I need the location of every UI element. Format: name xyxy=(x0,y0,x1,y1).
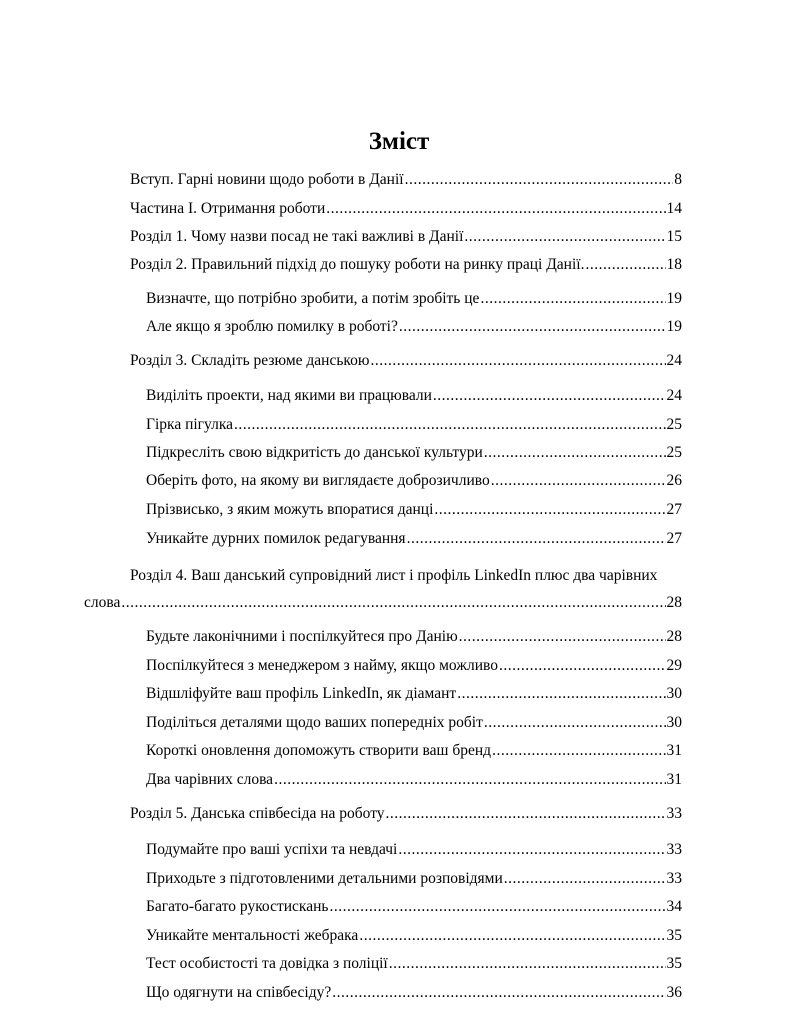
dot-leader xyxy=(459,627,666,647)
toc-entry-label: слова xyxy=(84,594,121,611)
toc-entry-label: Короткі оновлення допоможуть створити ваш бренд xyxy=(146,742,492,759)
toc-subentry[interactable] xyxy=(146,770,682,790)
toc-page-number: 35 xyxy=(666,927,682,944)
toc-subentry[interactable] xyxy=(146,415,682,435)
toc-page-number: 14 xyxy=(666,200,682,217)
toc-subentry[interactable] xyxy=(146,926,682,946)
toc-page-number: 30 xyxy=(666,714,682,731)
toc-entry-label: Прізвисько, з яким можуть впоратися данці xyxy=(146,501,434,518)
dot-leader xyxy=(491,471,666,491)
toc-entry-first-line[interactable]: Розділ 4. Ваш данський супровідний лист і профіль LinkedIn плюс два чарівних xyxy=(130,567,658,584)
toc-entry-label: Уникайте ментальності жебрака xyxy=(146,927,359,944)
toc-page-number: 31 xyxy=(666,742,682,759)
dot-leader xyxy=(405,170,674,190)
dot-leader xyxy=(329,897,665,917)
dot-leader xyxy=(234,415,665,435)
dot-leader xyxy=(359,926,665,946)
toc-entry-label: Поспілкуйтеся з менеджером з найму, якщо можливо xyxy=(146,657,498,674)
toc-page-number: 26 xyxy=(666,472,682,489)
toc-page-number: 36 xyxy=(666,984,682,1001)
dot-leader xyxy=(332,983,665,1003)
toc-entry-label: Розділ 2. Правильний підхід до пошуку роботи на ринку праці Данії. xyxy=(130,256,585,273)
toc-subentry[interactable] xyxy=(146,289,682,309)
toc-page-number: 27 xyxy=(666,501,682,518)
dot-leader xyxy=(121,593,665,613)
dot-leader xyxy=(484,443,666,463)
dot-leader xyxy=(398,840,665,860)
toc-page-number: 29 xyxy=(666,657,682,674)
toc-subentry[interactable] xyxy=(146,500,682,520)
toc-entry[interactable] xyxy=(130,170,682,190)
toc-entry[interactable] xyxy=(130,255,682,275)
toc-entry-label: Підкресліть свою відкритість до данської культури xyxy=(146,444,483,461)
toc-subentry[interactable] xyxy=(146,869,682,889)
toc-page-number: 33 xyxy=(666,805,682,822)
toc-page-number: 18 xyxy=(666,256,682,273)
toc-entry[interactable] xyxy=(84,593,682,613)
toc-subentry[interactable] xyxy=(146,840,682,860)
dot-leader xyxy=(274,770,665,790)
toc-page-number: 25 xyxy=(666,444,682,461)
toc-subentry[interactable] xyxy=(146,471,682,491)
toc-entry-label: Гірка пігулка xyxy=(146,416,234,433)
dot-leader xyxy=(386,804,666,824)
toc-page-number: 19 xyxy=(666,290,682,307)
toc-subentry[interactable] xyxy=(146,627,682,647)
toc-entry-label: Частина І. Отримання роботи xyxy=(130,200,326,217)
toc-page-number: 28 xyxy=(666,628,682,645)
toc-page-number: 28 xyxy=(666,594,682,611)
toc-entry-label: Поділіться деталями щодо ваших попередніх робіт xyxy=(146,714,483,731)
toc-subentry[interactable] xyxy=(146,684,682,704)
toc-page-number: 33 xyxy=(666,870,682,887)
toc-subentry[interactable] xyxy=(146,897,682,917)
toc-entry-label: Виділіть проекти, над якими ви працювали xyxy=(146,387,432,404)
dot-leader xyxy=(399,317,666,337)
dot-leader xyxy=(464,227,665,247)
dot-leader xyxy=(504,869,666,889)
toc-page-number: 8 xyxy=(674,171,682,188)
dot-leader xyxy=(492,741,665,761)
toc-page-number: 30 xyxy=(666,685,682,702)
dot-leader xyxy=(433,386,666,406)
toc-entry-label: Розділ 1. Чому назви посад не такі важливі в Данії xyxy=(130,228,464,245)
page-title: Зміст xyxy=(368,127,430,155)
toc-entry-label: Відшліфуйте ваш профіль LinkedIn, як діамант xyxy=(146,685,457,702)
toc-subentry[interactable] xyxy=(146,656,682,676)
dot-leader xyxy=(480,289,665,309)
toc-entry-label: Визначте, що потрібно зробити, а потім зробіть це xyxy=(146,290,480,307)
toc-page-number: 33 xyxy=(666,841,682,858)
toc-entry-label: Будьте лаконічними і поспілкуйтеся про Данію xyxy=(146,628,458,645)
dot-leader xyxy=(484,713,666,733)
toc-subentry[interactable] xyxy=(146,443,682,463)
dot-leader xyxy=(326,199,665,219)
toc-entry-label: Подумайте про ваші успіхи та невдачі xyxy=(146,841,398,858)
toc-entry-label: Розділ 3. Складіть резюме данською xyxy=(130,352,370,369)
dot-leader xyxy=(499,656,666,676)
toc-page-number: 24 xyxy=(666,352,682,369)
dot-leader xyxy=(407,529,666,549)
toc-page-number: 31 xyxy=(666,771,682,788)
toc-entry[interactable] xyxy=(130,804,682,824)
toc-entry[interactable] xyxy=(130,351,682,371)
toc-entry-label: Багато-багато рукостискань xyxy=(146,898,329,915)
toc-subentry[interactable] xyxy=(146,386,682,406)
toc-subentry[interactable] xyxy=(146,983,682,1003)
toc-subentry[interactable] xyxy=(146,317,682,337)
toc-page-number: 15 xyxy=(666,228,682,245)
toc-page-number: 34 xyxy=(666,898,682,915)
toc-entry-label: Вступ. Гарні новини щодо роботи в Данії xyxy=(130,171,404,188)
toc-page-number: 19 xyxy=(666,318,682,335)
toc-page-number: 24 xyxy=(666,387,682,404)
toc-subentry[interactable] xyxy=(146,713,682,733)
toc-page-number: 35 xyxy=(666,955,682,972)
toc-entry-label: Оберіть фото, на якому ви виглядаєте доброзичливо xyxy=(146,472,490,489)
toc-entry[interactable] xyxy=(130,199,682,219)
dot-leader xyxy=(371,351,666,371)
dot-leader xyxy=(389,954,666,974)
toc-entry-label: Розділ 5. Данська співбесіда на роботу xyxy=(130,805,385,822)
toc-entry[interactable] xyxy=(130,227,682,247)
toc-entry-label: Але якщо я зроблю помилку в роботі? xyxy=(146,318,398,335)
toc-subentry[interactable] xyxy=(146,954,682,974)
toc-subentry[interactable] xyxy=(146,529,682,549)
toc-entry-label: Уникайте дурних помилок редагування xyxy=(146,530,406,547)
dot-leader xyxy=(585,255,665,275)
dot-leader xyxy=(457,684,665,704)
toc-page-number: 25 xyxy=(666,416,682,433)
toc-entry-label: Приходьте з підготовленими детальними розповідями xyxy=(146,870,503,887)
toc-entry-label: Тест особистості та довідка з поліції xyxy=(146,955,388,972)
toc-subentry[interactable] xyxy=(146,741,682,761)
toc-page-number: 27 xyxy=(666,530,682,547)
toc-entry-label: Два чарівних слова xyxy=(146,771,274,788)
dot-leader xyxy=(434,500,665,520)
toc-entry-label: Що одягнути на співбесіду? xyxy=(146,984,332,1001)
